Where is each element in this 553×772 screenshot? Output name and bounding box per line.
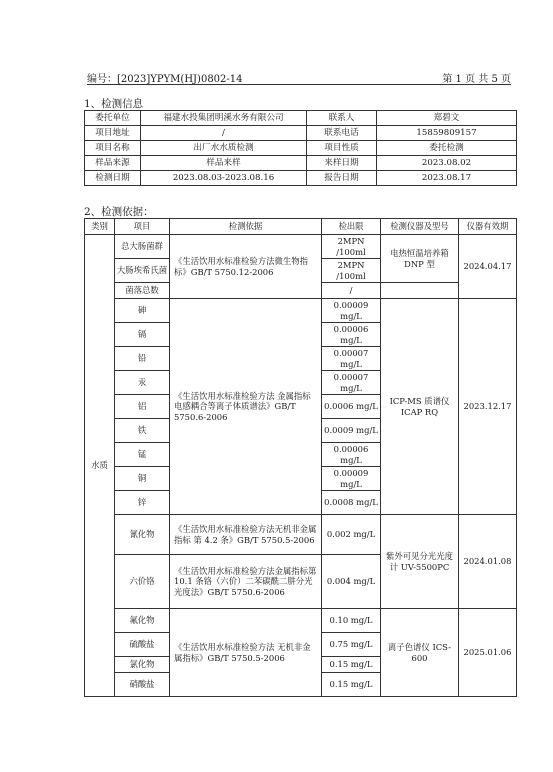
instrument-cell: 离子色谱仪 ICS-600 [381, 609, 459, 697]
validity-cell: 2025.01.06 [459, 609, 517, 697]
item-name: 铝 [115, 395, 170, 419]
info-label: 报告日期 [307, 171, 377, 186]
detection-limit: 0.004 mg/L [322, 555, 381, 609]
method-cell: 《生活饮用水标准检验方法 金属指标 电感耦合等离子体质谱法》GB/T 5750.6-2006 [170, 299, 322, 515]
detection-limit: 0.00007 mg/L [322, 347, 381, 371]
item-name: 镉 [115, 323, 170, 347]
item-name: 总大肠菌群 [115, 235, 170, 259]
info-table [84, 110, 517, 186]
item-name: 菌落总数 [115, 283, 170, 299]
item-name: 铁 [115, 419, 170, 443]
table-row [85, 609, 517, 633]
info-value: / [141, 126, 307, 141]
method-cell: 《生活饮用水标准检验方法无机非金属指标 第 4.2 条》GB/T 5750.5-2006 [170, 515, 322, 555]
item-name: 汞 [115, 371, 170, 395]
item-name: 硝酸盐 [115, 673, 170, 697]
detection-limit: 0.00006 mg/L [322, 443, 381, 467]
table-row [85, 235, 517, 259]
info-label: 联系电话 [307, 126, 377, 141]
col-header: 类别 [85, 219, 115, 235]
basis-header-row [85, 219, 517, 235]
info-value: 2023.08.02 [377, 156, 517, 171]
item-name: 锌 [115, 491, 170, 515]
detection-limit: 0.15 mg/L [322, 673, 381, 697]
category-cell: 水质 [85, 235, 115, 697]
detection-limit: 0.00007 mg/L [322, 371, 381, 395]
detection-limit: 2MPN /100ml [322, 259, 381, 283]
item-name: 铜 [115, 467, 170, 491]
report-header [87, 70, 511, 85]
info-value: 福建水投集团明溪水务有限公司 [141, 111, 307, 126]
info-row [85, 156, 517, 171]
validity-cell: 2024.04.17 [459, 235, 517, 299]
info-value: 郑碧文 [377, 111, 517, 126]
detection-limit: 0.0009 mg/L [322, 419, 381, 443]
info-value: 15859809157 [377, 126, 517, 141]
detection-limit: 0.75 mg/L [322, 633, 381, 657]
instrument-cell: 紫外可见分光光度计 UV-5500PC [381, 515, 459, 609]
detection-limit: 0.10 mg/L [322, 609, 381, 633]
info-value: 样品来样 [141, 156, 307, 171]
detection-limit: 0.00009 mg/L [322, 299, 381, 323]
item-name: 氰化物 [115, 515, 170, 555]
item-name: 铅 [115, 347, 170, 371]
info-row [85, 111, 517, 126]
item-name: 大肠埃希氏菌 [115, 259, 170, 283]
info-value: 2023.08.17 [377, 171, 517, 186]
info-label: 项目名称 [85, 141, 141, 156]
info-row [85, 141, 517, 156]
table-row [85, 515, 517, 555]
col-header: 检出限 [322, 219, 381, 235]
info-value: 2023.08.03-2023.08.16 [141, 171, 307, 186]
item-name: 氯化物 [115, 657, 170, 673]
info-row [85, 126, 517, 141]
detection-limit: 0.0006 mg/L [322, 395, 381, 419]
col-header: 检测仪器及型号 [381, 219, 459, 235]
instrument-cell: ICP-MS 质谱仪 ICAP RQ [381, 299, 459, 515]
detection-limit: / [322, 283, 381, 299]
info-label: 样品来源 [85, 156, 141, 171]
info-label: 联系人 [307, 111, 377, 126]
info-label: 检测日期 [85, 171, 141, 186]
method-cell: 《生活饮用水标准检验方法金属指标第 10.1 条铬（六价）二苯碳酰二肼分光光度法》GB/T 5750.6-2006 [170, 555, 322, 609]
report-number: 编号：[2023]YPYM(HJ)0802-14 [87, 74, 243, 85]
col-header: 仪器有效期 [459, 219, 517, 235]
item-name: 硫酸盐 [115, 633, 170, 657]
basis-table [84, 218, 517, 697]
info-value: 委托检测 [377, 141, 517, 156]
page-indicator: 第 1 页 共 5 页 [442, 74, 511, 85]
detection-limit: 0.15 mg/L [322, 657, 381, 673]
info-label: 项目性质 [307, 141, 377, 156]
table-row [85, 299, 517, 323]
method-cell: 《生活饮用水标准检验方法微生物指标》GB/T 5750.12-2006 [170, 235, 322, 299]
section-title-info: 1、检测信息 [84, 98, 144, 110]
method-cell: 《生活饮用水标准检验方法 无机非金属指标》GB/T 5750.5-2006 [170, 609, 322, 697]
item-name: 六价铬 [115, 555, 170, 609]
item-name: 砷 [115, 299, 170, 323]
info-row [85, 171, 517, 186]
validity-cell: 2024.01.08 [459, 515, 517, 609]
item-name: 氟化物 [115, 609, 170, 633]
detection-limit: 0.002 mg/L [322, 515, 381, 555]
detection-limit: 2MPN /100ml [322, 235, 381, 259]
item-name: 锰 [115, 443, 170, 467]
info-value: 出厂水水质检测 [141, 141, 307, 156]
section-title-basis: 2、检测依据： [84, 206, 154, 218]
col-header: 项目 [115, 219, 170, 235]
detection-limit: 0.0008 mg/L [322, 491, 381, 515]
col-header: 检测依据 [170, 219, 322, 235]
validity-cell: 2023.12.17 [459, 299, 517, 515]
info-label: 委托单位 [85, 111, 141, 126]
detection-limit: 0.00006 mg/L [322, 323, 381, 347]
instrument-cell [381, 283, 459, 299]
detection-limit: 0.00009 mg/L [322, 467, 381, 491]
info-label: 来样日期 [307, 156, 377, 171]
instrument-cell: 电热恒温培养箱 DNP 型 [381, 235, 459, 283]
info-label: 项目地址 [85, 126, 141, 141]
